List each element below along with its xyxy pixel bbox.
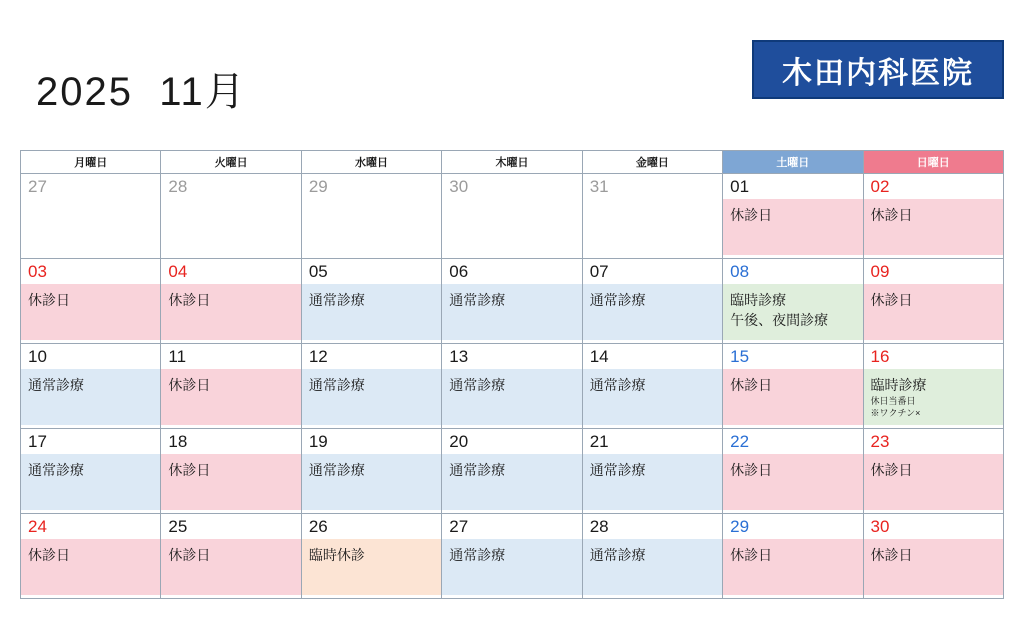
calendar-day-cell[interactable] <box>21 344 161 429</box>
page-title: 2025 11月 <box>36 70 247 114</box>
calendar-day-cell[interactable] <box>301 429 441 514</box>
calendar-note-line: 休診日 <box>28 546 70 563</box>
calendar-week-row <box>21 259 1004 344</box>
calendar-day-content <box>21 174 160 258</box>
calendar-day-note <box>583 284 722 340</box>
calendar-day-cell[interactable] <box>863 259 1003 344</box>
weekday-header-tue: 火曜日 <box>161 151 301 174</box>
calendar-note-line: 休診日 <box>730 206 773 223</box>
calendar-day-number: 08 <box>730 262 750 281</box>
calendar-day-content <box>723 429 862 513</box>
calendar-day-note <box>864 284 1003 340</box>
calendar-day-number: 07 <box>589 262 609 281</box>
calendar-day-number: 14 <box>589 347 609 366</box>
calendar-day-note <box>21 539 160 595</box>
calendar-note-line: 通常診療 <box>28 376 84 393</box>
calendar-day-cell[interactable] <box>21 174 161 259</box>
calendar-day-number: 06 <box>449 262 469 281</box>
calendar-day-note <box>161 369 300 425</box>
calendar-day-cell[interactable] <box>723 174 863 259</box>
calendar-day-content <box>442 259 581 343</box>
calendar-note-line: 休診日 <box>168 546 211 563</box>
calendar-day-content <box>442 174 581 258</box>
calendar-day-cell[interactable] <box>442 514 582 599</box>
calendar-day-number: 20 <box>449 432 469 451</box>
calendar-day-note <box>864 454 1003 510</box>
calendar-day-note <box>161 284 300 340</box>
calendar-note-line: 休診日 <box>730 376 773 393</box>
calendar-day-note <box>21 454 160 510</box>
calendar-day-content <box>864 514 1003 598</box>
calendar-week-row <box>21 429 1004 514</box>
calendar-day-note <box>864 369 1003 425</box>
calendar-day-content <box>21 259 160 343</box>
calendar-day-content <box>161 344 300 428</box>
calendar-day-cell[interactable] <box>442 259 582 344</box>
calendar-day-cell[interactable] <box>863 344 1003 429</box>
calendar-day-number: 13 <box>449 347 469 366</box>
calendar-day-number: 29 <box>308 177 328 196</box>
calendar-day-number: 27 <box>28 177 47 196</box>
calendar-day-cell[interactable] <box>723 259 863 344</box>
calendar-day-note <box>723 369 862 425</box>
calendar-day-note <box>21 199 160 255</box>
calendar-note-line: 通常診療 <box>449 546 506 563</box>
calendar-day-note <box>583 199 722 255</box>
calendar-day-content <box>442 344 581 428</box>
calendar-note-line: 通常診療 <box>449 461 506 478</box>
calendar-day-note <box>723 199 862 255</box>
calendar-day-content <box>583 429 722 513</box>
calendar-day-content <box>723 514 862 598</box>
calendar-note-line: 休診日 <box>168 291 211 308</box>
calendar-day-cell[interactable] <box>442 344 582 429</box>
calendar-note-line: 通常診療 <box>308 376 365 393</box>
calendar-day-content <box>161 259 300 343</box>
calendar-day-note <box>21 284 160 340</box>
calendar-day-content <box>161 174 300 258</box>
calendar-note-line: 休診日 <box>168 376 211 393</box>
calendar-note-line: 通常診療 <box>308 291 365 308</box>
calendar-day-content <box>302 259 441 343</box>
calendar-week-row <box>21 514 1004 599</box>
calendar-day-cell[interactable] <box>21 514 161 599</box>
calendar-day-content <box>864 259 1003 343</box>
calendar-day-content <box>161 514 300 598</box>
clinic-name-label: 木田内科医院 <box>782 56 974 90</box>
calendar-day-number: 30 <box>870 517 890 536</box>
calendar-day-cell[interactable] <box>723 429 863 514</box>
calendar-day-number: 10 <box>28 347 47 366</box>
calendar-day-cell[interactable] <box>863 174 1003 259</box>
calendar-note-line: 臨時休診 <box>308 546 365 563</box>
calendar-note-line: 休診日 <box>730 461 773 478</box>
calendar-note-line: 臨時診療 <box>730 291 787 308</box>
calendar-day-content <box>864 174 1003 258</box>
calendar-day-number: 04 <box>168 262 188 281</box>
calendar-day-content <box>864 344 1003 428</box>
calendar-day-content <box>302 429 441 513</box>
weekday-header-wed: 水曜日 <box>301 151 441 174</box>
calendar-day-content <box>583 514 722 598</box>
calendar-day-note <box>302 284 441 340</box>
calendar-day-number: 24 <box>28 517 47 536</box>
calendar-day-number: 01 <box>730 177 750 196</box>
calendar-day-content <box>21 429 160 513</box>
calendar-day-cell[interactable] <box>723 344 863 429</box>
calendar-day-note <box>442 284 581 340</box>
calendar-day-number: 25 <box>168 517 188 536</box>
clinic-name-badge <box>752 40 1004 99</box>
calendar-day-content <box>302 174 441 258</box>
weekday-header-thu: 木曜日 <box>442 151 582 174</box>
calendar-day-number: 28 <box>589 517 609 536</box>
calendar-day-content <box>161 429 300 513</box>
calendar-note-line: 通常診療 <box>449 376 506 393</box>
calendar-day-number: 26 <box>308 517 328 536</box>
calendar-day-note <box>864 199 1003 255</box>
calendar-day-content <box>583 344 722 428</box>
calendar-day-note <box>723 284 862 340</box>
calendar-day-note <box>442 454 581 510</box>
calendar-note-line: 通常診療 <box>28 461 84 478</box>
calendar-day-cell[interactable] <box>21 429 161 514</box>
calendar-day-content <box>21 344 160 428</box>
calendar-note-line: 休診日 <box>870 206 913 223</box>
calendar-day-content <box>723 344 862 428</box>
calendar-day-cell[interactable] <box>442 429 582 514</box>
calendar-day-cell[interactable] <box>161 174 301 259</box>
calendar-day-number: 16 <box>870 347 890 366</box>
calendar-day-cell[interactable] <box>582 344 722 429</box>
calendar-day-cell[interactable] <box>161 344 301 429</box>
calendar-day-number: 18 <box>168 432 188 451</box>
calendar-day-number: 15 <box>730 347 750 366</box>
calendar-day-note <box>302 539 441 595</box>
calendar-day-number: 28 <box>168 177 188 196</box>
weekday-header-sun: 日曜日 <box>863 151 1003 174</box>
calendar-note-line: 休診日 <box>28 291 70 308</box>
calendar-day-cell[interactable] <box>301 344 441 429</box>
calendar-day-note <box>442 539 581 595</box>
calendar-header-row <box>21 151 1004 174</box>
calendar-day-cell[interactable] <box>582 259 722 344</box>
calendar-day-note <box>302 199 441 255</box>
calendar-day-number: 03 <box>28 262 47 281</box>
calendar-note-line: 休診日 <box>870 546 913 563</box>
calendar-note-line: 通常診療 <box>589 461 646 478</box>
calendar-note-line: 休診日 <box>730 546 773 563</box>
calendar-note-subtext: 休日当番日 ※ワクチン× <box>870 395 921 418</box>
calendar-day-cell[interactable] <box>582 429 722 514</box>
calendar-note-line: 通常診療 <box>589 376 646 393</box>
calendar-note-line: 通常診療 <box>589 291 646 308</box>
calendar-day-number: 22 <box>730 432 750 451</box>
calendar-note-line: 休診日 <box>870 291 913 308</box>
calendar-day-note <box>442 199 581 255</box>
calendar-day-content <box>583 259 722 343</box>
calendar-note-line: 臨時診療 <box>870 376 927 393</box>
calendar-day-number: 09 <box>870 262 890 281</box>
calendar-day-number: 11 <box>168 347 187 366</box>
calendar-note-line: 通常診療 <box>589 546 646 563</box>
calendar-day-note <box>161 199 300 255</box>
calendar-day-number: 05 <box>308 262 328 281</box>
calendar-day-cell[interactable] <box>301 259 441 344</box>
calendar-day-number: 19 <box>308 432 328 451</box>
calendar-day-content <box>21 514 160 598</box>
calendar-day-number: 31 <box>589 177 609 196</box>
calendar-day-note <box>583 539 722 595</box>
calendar-day-cell[interactable] <box>582 514 722 599</box>
calendar-day-cell[interactable] <box>863 429 1003 514</box>
calendar-note-line: 午後、夜間診療 <box>730 311 829 328</box>
calendar-day-note <box>442 369 581 425</box>
calendar-day-cell[interactable] <box>863 514 1003 599</box>
calendar-day-content <box>723 259 862 343</box>
calendar-day-number: 17 <box>28 432 47 451</box>
calendar-day-cell[interactable] <box>161 259 301 344</box>
calendar-day-cell[interactable] <box>161 514 301 599</box>
calendar-day-number: 23 <box>870 432 890 451</box>
calendar-week-row <box>21 344 1004 429</box>
calendar-day-number: 21 <box>589 432 609 451</box>
calendar-day-content <box>864 429 1003 513</box>
calendar-day-note <box>723 539 862 595</box>
calendar-note-line: 休診日 <box>168 461 211 478</box>
calendar-body <box>21 174 1004 599</box>
calendar-day-cell[interactable] <box>161 429 301 514</box>
calendar-day-note <box>302 454 441 510</box>
calendar-day-number: 12 <box>308 347 328 366</box>
monthly-calendar <box>20 150 1004 599</box>
calendar-day-content <box>302 514 441 598</box>
weekday-header-sat: 土曜日 <box>723 151 863 174</box>
calendar-note-line: 通常診療 <box>308 461 365 478</box>
calendar-day-number: 30 <box>449 177 469 196</box>
calendar-day-number: 02 <box>870 177 890 196</box>
calendar-day-note <box>21 369 160 425</box>
calendar-day-cell[interactable] <box>21 259 161 344</box>
calendar-day-note <box>723 454 862 510</box>
calendar-week-row <box>21 174 1004 259</box>
calendar-day-note <box>302 369 441 425</box>
calendar-day-content <box>442 514 581 598</box>
calendar-day-content <box>442 429 581 513</box>
calendar-day-cell[interactable] <box>442 174 582 259</box>
calendar-day-note <box>161 539 300 595</box>
calendar-day-note <box>161 454 300 510</box>
weekday-header-mon: 月曜日 <box>21 151 161 174</box>
calendar-day-note <box>864 539 1003 595</box>
weekday-header-fri: 金曜日 <box>582 151 722 174</box>
calendar-day-content <box>302 344 441 428</box>
calendar-day-note <box>583 369 722 425</box>
calendar-day-cell[interactable] <box>582 174 722 259</box>
calendar-note-line: 休診日 <box>870 461 913 478</box>
calendar-day-content <box>583 174 722 258</box>
calendar-day-note <box>583 454 722 510</box>
calendar-day-cell[interactable] <box>301 514 441 599</box>
calendar-note-line: 通常診療 <box>449 291 506 308</box>
calendar-day-cell[interactable] <box>301 174 441 259</box>
calendar-day-number: 29 <box>730 517 750 536</box>
calendar-day-number: 27 <box>449 517 469 536</box>
calendar-day-cell[interactable] <box>723 514 863 599</box>
calendar-day-content <box>723 174 862 258</box>
